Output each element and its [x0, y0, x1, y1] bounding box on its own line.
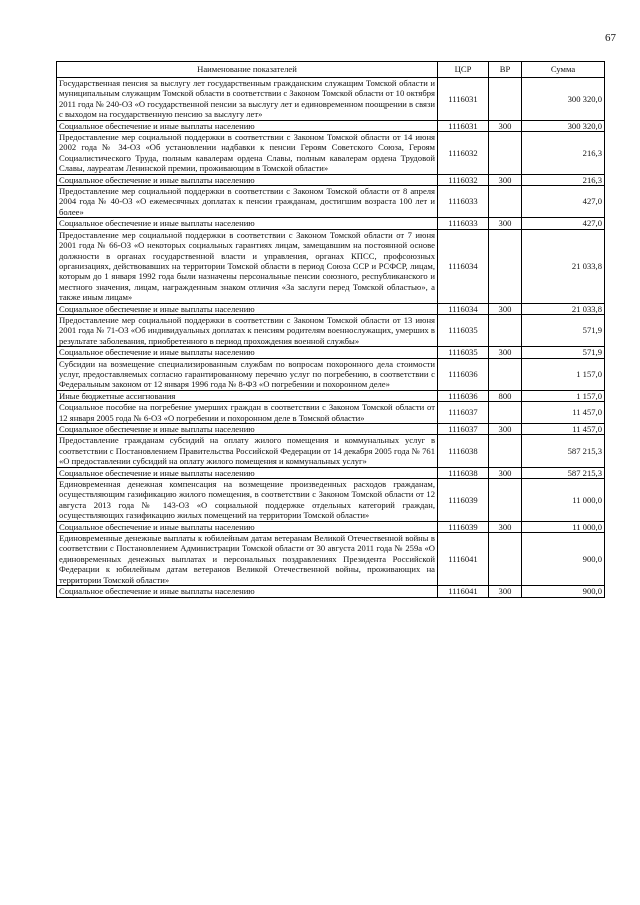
cell-csr: 1116034	[438, 229, 489, 303]
budget-table	[56, 61, 605, 598]
table-row	[57, 120, 605, 131]
cell-vr	[489, 132, 522, 175]
cell-vr: 300	[489, 467, 522, 478]
cell-vr	[489, 402, 522, 424]
table-row	[57, 521, 605, 532]
cell-csr: 1116035	[438, 314, 489, 346]
table-row	[57, 402, 605, 424]
cell-name: Предоставление мер социальной поддержки в соответствии с Законом Томской области от 8 апреля 2004 года № 40-ОЗ «О ежемесячных доплатах к пенсии гражданам, достигшим возраста 100 лет и более»	[57, 186, 438, 218]
cell-csr: 1116039	[438, 521, 489, 532]
table-row	[57, 533, 605, 586]
header-name: Наименование показателей	[57, 62, 438, 78]
header-vr: ВР	[489, 62, 522, 78]
table-row	[57, 479, 605, 522]
cell-vr	[489, 358, 522, 390]
cell-name: Социальное обеспечение и иные выплаты населению	[57, 467, 438, 478]
cell-csr: 1116041	[438, 533, 489, 586]
cell-vr: 800	[489, 390, 522, 401]
cell-csr: 1116037	[438, 402, 489, 424]
cell-name: Социальное обеспечение и иные выплаты населению	[57, 120, 438, 131]
cell-name: Предоставление мер социальной поддержки в соответствии с Законом Томской области от 14 июня 2002 года № 34-ОЗ «Об установлении надбавки к пенсии Героям Советского Союза, Героям Социалистического Труда, полным кавалерам ордена Славы, полным кавалерам ордена Трудовой Славы, лауреатам Ленинской премии, проживающим в Томской области»	[57, 132, 438, 175]
cell-name: Социальное обеспечение и иные выплаты населению	[57, 586, 438, 597]
header-sum: Сумма	[522, 62, 605, 78]
cell-csr: 1116037	[438, 424, 489, 435]
cell-vr	[489, 229, 522, 303]
cell-name: Социальное обеспечение и иные выплаты населению	[57, 347, 438, 358]
cell-csr: 1116039	[438, 479, 489, 522]
cell-vr: 300	[489, 174, 522, 185]
table-header-row	[57, 62, 605, 78]
cell-name: Предоставление гражданам субсидий на оплату жилого помещения и коммунальных услуг в соответствии с Постановлением Правительства Российской Федерации от 14 декабря 2005 года № 761 «О предоставлении субсидий на оплату жилого помещения и коммунальных услуг»	[57, 435, 438, 467]
cell-vr	[489, 314, 522, 346]
cell-csr: 1116041	[438, 586, 489, 597]
cell-sum: 1 157,0	[522, 358, 605, 390]
cell-csr: 1116036	[438, 358, 489, 390]
cell-csr: 1116031	[438, 78, 489, 121]
cell-vr	[489, 186, 522, 218]
table-row	[57, 424, 605, 435]
cell-csr: 1116038	[438, 435, 489, 467]
cell-sum: 216,3	[522, 132, 605, 175]
cell-sum: 571,9	[522, 314, 605, 346]
cell-sum: 587 215,3	[522, 435, 605, 467]
cell-name: Предоставление мер социальной поддержки в соответствии с Законом Томской области от 7 июня 2001 года № 66-ОЗ «О некоторых социальных гарантиях лицам, замещавшим на постоянной основе должности в органах государственной власти и управления, органах КПСС, профсоюзных организациях, действовавших на территории Томской области в период Союза ССР и РСФСР, лицам, которым до 1 января 1992 года были назначены персональные пенсии союзного, республиканского и местного значения, лицам, награжденным знаком отличия «За заслуги перед Томской областью», а также иным лицам»	[57, 229, 438, 303]
cell-name: Иные бюджетные ассигнования	[57, 390, 438, 401]
cell-sum: 11 457,0	[522, 424, 605, 435]
cell-vr: 300	[489, 347, 522, 358]
cell-vr: 300	[489, 218, 522, 229]
cell-sum: 427,0	[522, 186, 605, 218]
cell-vr: 300	[489, 120, 522, 131]
cell-csr: 1116032	[438, 174, 489, 185]
cell-name: Предоставление мер социальной поддержки в соответствии с Законом Томской области от 13 июня 2001 года № 71-ОЗ «Об индивидуальных доплатах к пенсиям родителям военнослужащих, умерших в результате заболевания, приобретенного в период прохождения военной службы»	[57, 314, 438, 346]
cell-csr: 1116036	[438, 390, 489, 401]
table-row	[57, 174, 605, 185]
cell-name: Социальное обеспечение и иные выплаты населению	[57, 303, 438, 314]
cell-csr: 1116034	[438, 303, 489, 314]
cell-sum: 21 033,8	[522, 229, 605, 303]
cell-sum: 300 320,0	[522, 78, 605, 121]
cell-sum: 11 457,0	[522, 402, 605, 424]
cell-sum: 11 000,0	[522, 479, 605, 522]
cell-name: Субсидии на возмещение специализированным службам по вопросам похоронного дела стоимости услуг, предоставляемых согласно гарантированному перечню услуг по погребению, в соответствии с Федеральным законом от 12 января 1996 года № 8-ФЗ «О погребении и похоронном деле»	[57, 358, 438, 390]
table-row	[57, 390, 605, 401]
cell-vr: 300	[489, 586, 522, 597]
cell-sum: 300 320,0	[522, 120, 605, 131]
cell-sum: 1 157,0	[522, 390, 605, 401]
cell-csr: 1116033	[438, 218, 489, 229]
cell-vr	[489, 435, 522, 467]
cell-sum: 900,0	[522, 533, 605, 586]
cell-name: Социальное пособие на погребение умерших граждан в соответствии с Законом Томской области от 12 января 2005 года № 6-ОЗ «О погребении и похоронном деле в Томской области»	[57, 402, 438, 424]
cell-csr: 1116035	[438, 347, 489, 358]
cell-name: Социальное обеспечение и иные выплаты населению	[57, 521, 438, 532]
cell-name: Социальное обеспечение и иные выплаты населению	[57, 218, 438, 229]
table-row	[57, 347, 605, 358]
cell-name: Единовременные денежные выплаты к юбилейным датам ветеранам Великой Отечественной войны в соответствии с Постановлением Администрации Томской области от 30 августа 2011 года № 259а «О единовременных денежных выплатах и персональных поздравлениях Президента Российской Федерации к юбилейным датам ветеранов Великой Отечественной войны, проживающих на территории Томской области»	[57, 533, 438, 586]
cell-sum: 216,3	[522, 174, 605, 185]
cell-vr: 300	[489, 303, 522, 314]
cell-csr: 1116038	[438, 467, 489, 478]
table-row	[57, 186, 605, 218]
cell-vr	[489, 479, 522, 522]
page-number: 67	[605, 32, 616, 44]
table-row	[57, 218, 605, 229]
table-row	[57, 314, 605, 346]
cell-name: Единовременная денежная компенсация на возмещение произведенных расходов гражданам, осуществляющим газификацию жилого помещения, в соответствии с Законом Томской области от 12 августа 2013 года № 143-ОЗ «О социальной поддержке отдельных категорий граждан, осуществляющих газификацию жилых помещений на территории Томской области»	[57, 479, 438, 522]
table-row	[57, 358, 605, 390]
table-row	[57, 303, 605, 314]
cell-name: Социальное обеспечение и иные выплаты населению	[57, 424, 438, 435]
table-row	[57, 467, 605, 478]
table-row	[57, 229, 605, 303]
table-row	[57, 78, 605, 121]
cell-csr: 1116033	[438, 186, 489, 218]
cell-csr: 1116032	[438, 132, 489, 175]
cell-vr	[489, 78, 522, 121]
cell-sum: 21 033,8	[522, 303, 605, 314]
cell-vr	[489, 533, 522, 586]
table-row	[57, 586, 605, 597]
cell-sum: 587 215,3	[522, 467, 605, 478]
cell-name: Социальное обеспечение и иные выплаты населению	[57, 174, 438, 185]
table-row	[57, 132, 605, 175]
cell-vr: 300	[489, 521, 522, 532]
header-csr: ЦСР	[438, 62, 489, 78]
table-row	[57, 435, 605, 467]
cell-sum: 427,0	[522, 218, 605, 229]
cell-sum: 571,9	[522, 347, 605, 358]
cell-vr: 300	[489, 424, 522, 435]
cell-name: Государственная пенсия за выслугу лет государственным гражданским служащим Томской области и муниципальным служащим Томской области в соответствии с Законом Томской области от 10 октября 2011 года № 240-ОЗ «О государственной пенсии за выслугу лет и единовременном поощрении в связи с выходом на государственную пенсию за выслугу лет»	[57, 78, 438, 121]
cell-sum: 11 000,0	[522, 521, 605, 532]
cell-csr: 1116031	[438, 120, 489, 131]
cell-sum: 900,0	[522, 586, 605, 597]
